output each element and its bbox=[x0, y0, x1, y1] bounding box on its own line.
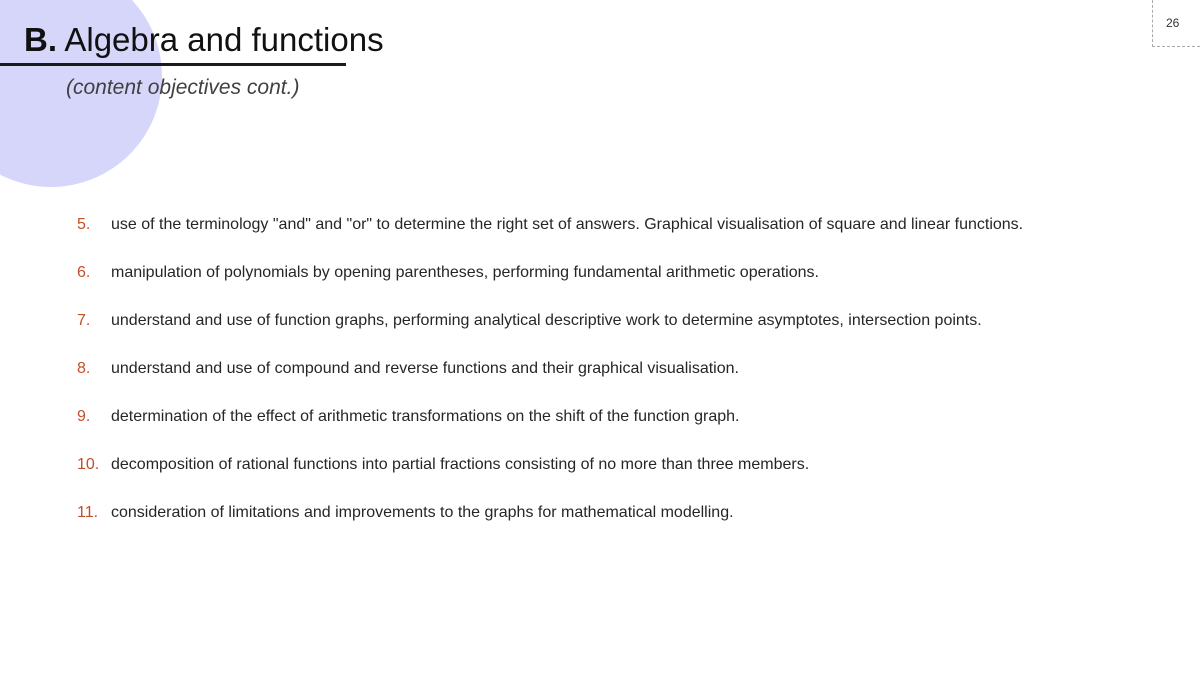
list-item bbox=[77, 249, 1101, 297]
list-item bbox=[77, 489, 1101, 537]
objectives-list bbox=[77, 201, 1101, 537]
item-number: 7. bbox=[77, 312, 91, 329]
slide-number: 26 bbox=[1166, 16, 1180, 30]
item-text: decomposition of rational functions into partial fractions consisting of no more than three members. bbox=[111, 456, 810, 473]
slide-title-prefix: B. bbox=[24, 21, 57, 58]
item-text: understand and use of function graphs, performing analytical descriptive work to determine asymptotes, intersection points. bbox=[111, 312, 982, 329]
item-number: 5. bbox=[77, 216, 91, 233]
item-number: 10. bbox=[77, 456, 100, 473]
list-item bbox=[77, 441, 1101, 489]
slide-subtitle: (content objectives cont.) bbox=[66, 76, 300, 99]
item-number: 9. bbox=[77, 408, 91, 425]
item-number: 11. bbox=[77, 504, 99, 521]
list-item bbox=[77, 201, 1101, 249]
list-item bbox=[77, 297, 1101, 345]
item-text: consideration of limitations and improvements to the graphs for mathematical modelling. bbox=[111, 504, 734, 521]
item-text: use of the terminology "and" and "or" to determine the right set of answers. Graphical visualisation of square and linear functions. bbox=[111, 216, 1024, 233]
item-number: 6. bbox=[77, 264, 91, 281]
slide-title-text: Algebra and functions bbox=[64, 21, 384, 58]
list-item bbox=[77, 393, 1101, 441]
slide-title bbox=[24, 20, 384, 60]
item-text: determination of the effect of arithmetic transformations on the shift of the function graph. bbox=[111, 408, 740, 425]
item-number: 8. bbox=[77, 360, 91, 377]
list-item bbox=[77, 345, 1101, 393]
item-text: manipulation of polynomials by opening parentheses, performing fundamental arithmetic operations. bbox=[111, 264, 819, 281]
title-underline bbox=[0, 63, 346, 66]
item-text: understand and use of compound and reverse functions and their graphical visualisation. bbox=[111, 360, 739, 377]
